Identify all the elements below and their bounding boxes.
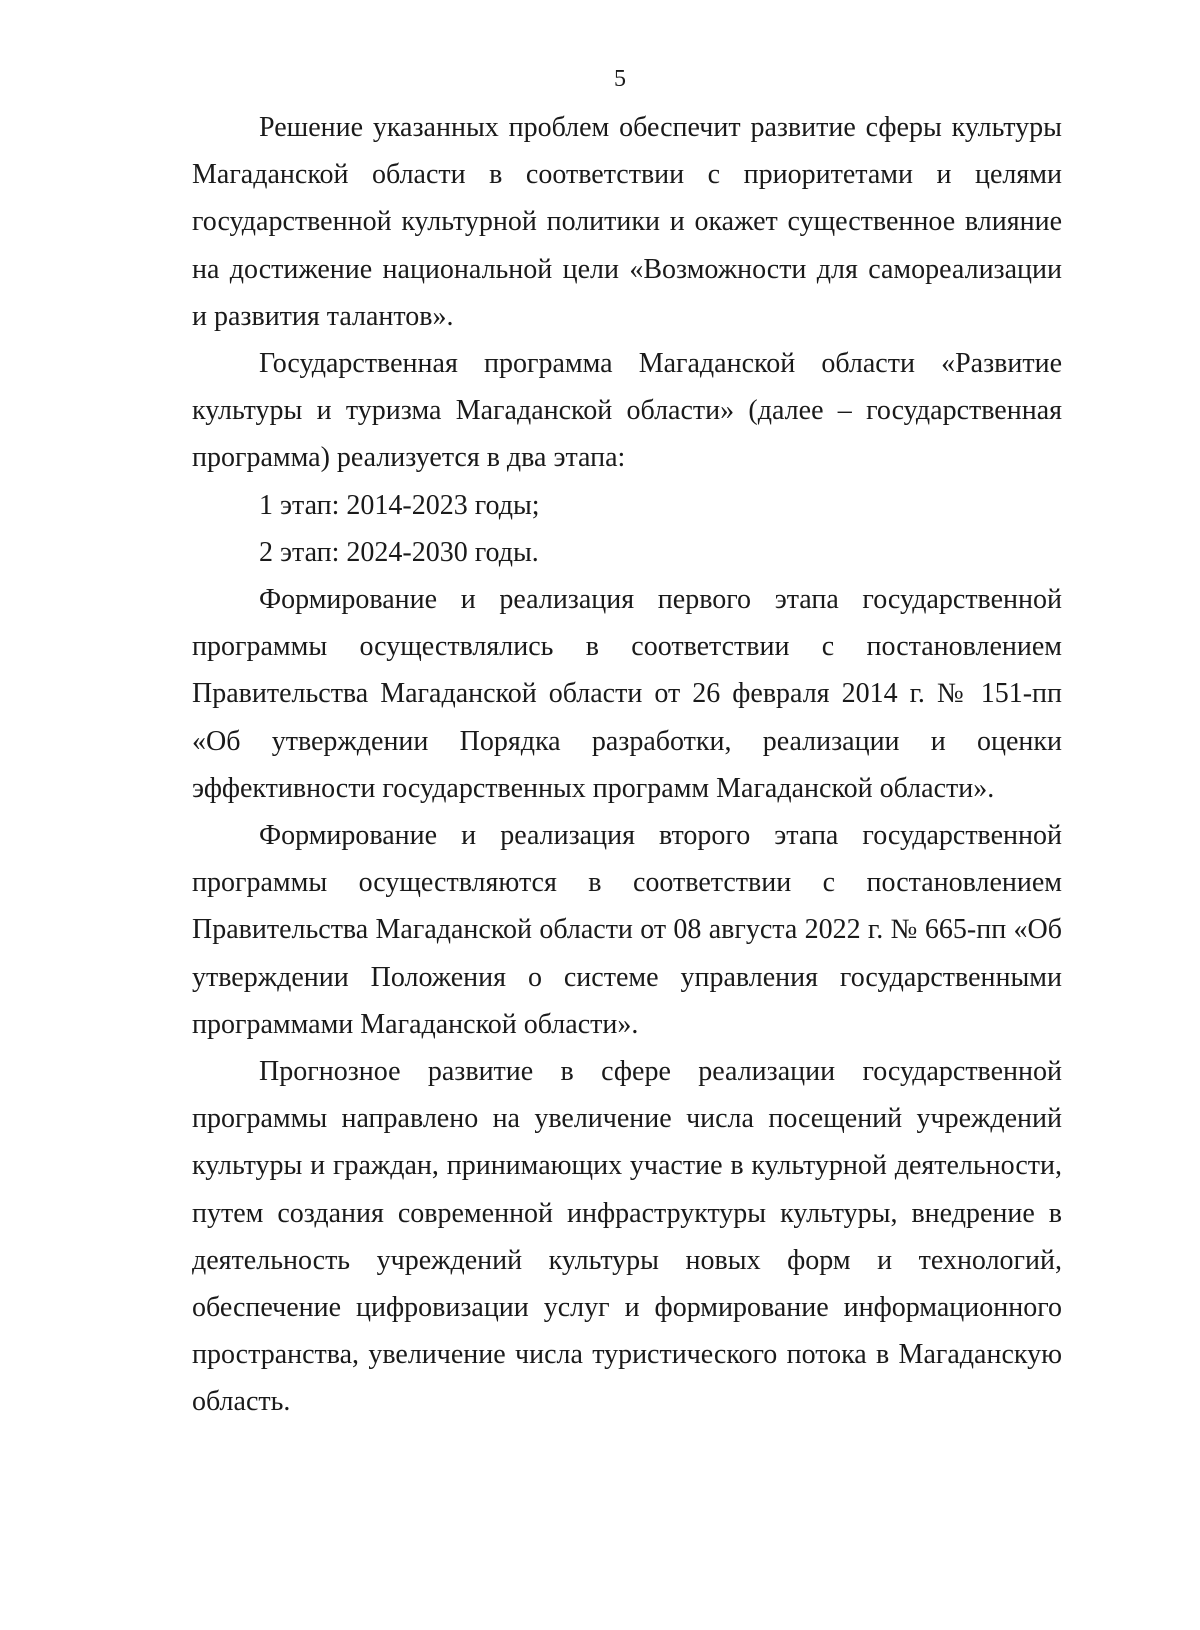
paragraph-stage-1: 1 этап: 2014-2023 годы;: [259, 489, 540, 521]
paragraph-second-stage-regulation: Формирование и реализация второго этапа государственной программы осуществляются в соответствии с постановлением Правительства Магаданской области от 08 августа 2022 г. № 665-пп «Об утверждении Положения о системе управления государственными программами Магаданской области».: [192, 820, 1062, 1040]
paragraph-stage-2: 2 этап: 2024-2030 годы.: [259, 536, 539, 568]
document-body: [192, 104, 1062, 1426]
paragraph-program-stages-intro: Государственная программа Магаданской области «Развитие культуры и туризма Магаданской области» (далее – государственная программа) реализуется в два этапа:: [192, 348, 1062, 474]
paragraph-first-stage-regulation: Формирование и реализация первого этапа государственной программы осуществлялись в соответствии с постановлением Правительства Магаданской области от 26 февраля 2014 г. № 151-пп «Об утверждении Порядка разработки, реализации и оценки эффективности государственных программ Магаданской области».: [192, 584, 1062, 804]
paragraph-problem-solution: Решение указанных проблем обеспечит развитие сферы культуры Магаданской области в соответствии с приоритетами и целями государственной культурной политики и окажет существенное влияние на достижение национальной цели «Возможности для самореализации и развития талантов».: [192, 112, 1062, 332]
page-number: 5: [614, 66, 626, 92]
paragraph-forecast-development: Прогнозное развитие в сфере реализации государственной программы направлено на увеличение числа посещений учреждений культуры и граждан, принимающих участие в культурной деятельности, путем создания современной инфраструктуры культуры, внедрение в деятельность учреждений культуры новых форм и технологий, обеспечение цифровизации услуг и формирование информационного пространства, увеличение числа туристического потока в Магаданскую область.: [192, 1056, 1062, 1418]
